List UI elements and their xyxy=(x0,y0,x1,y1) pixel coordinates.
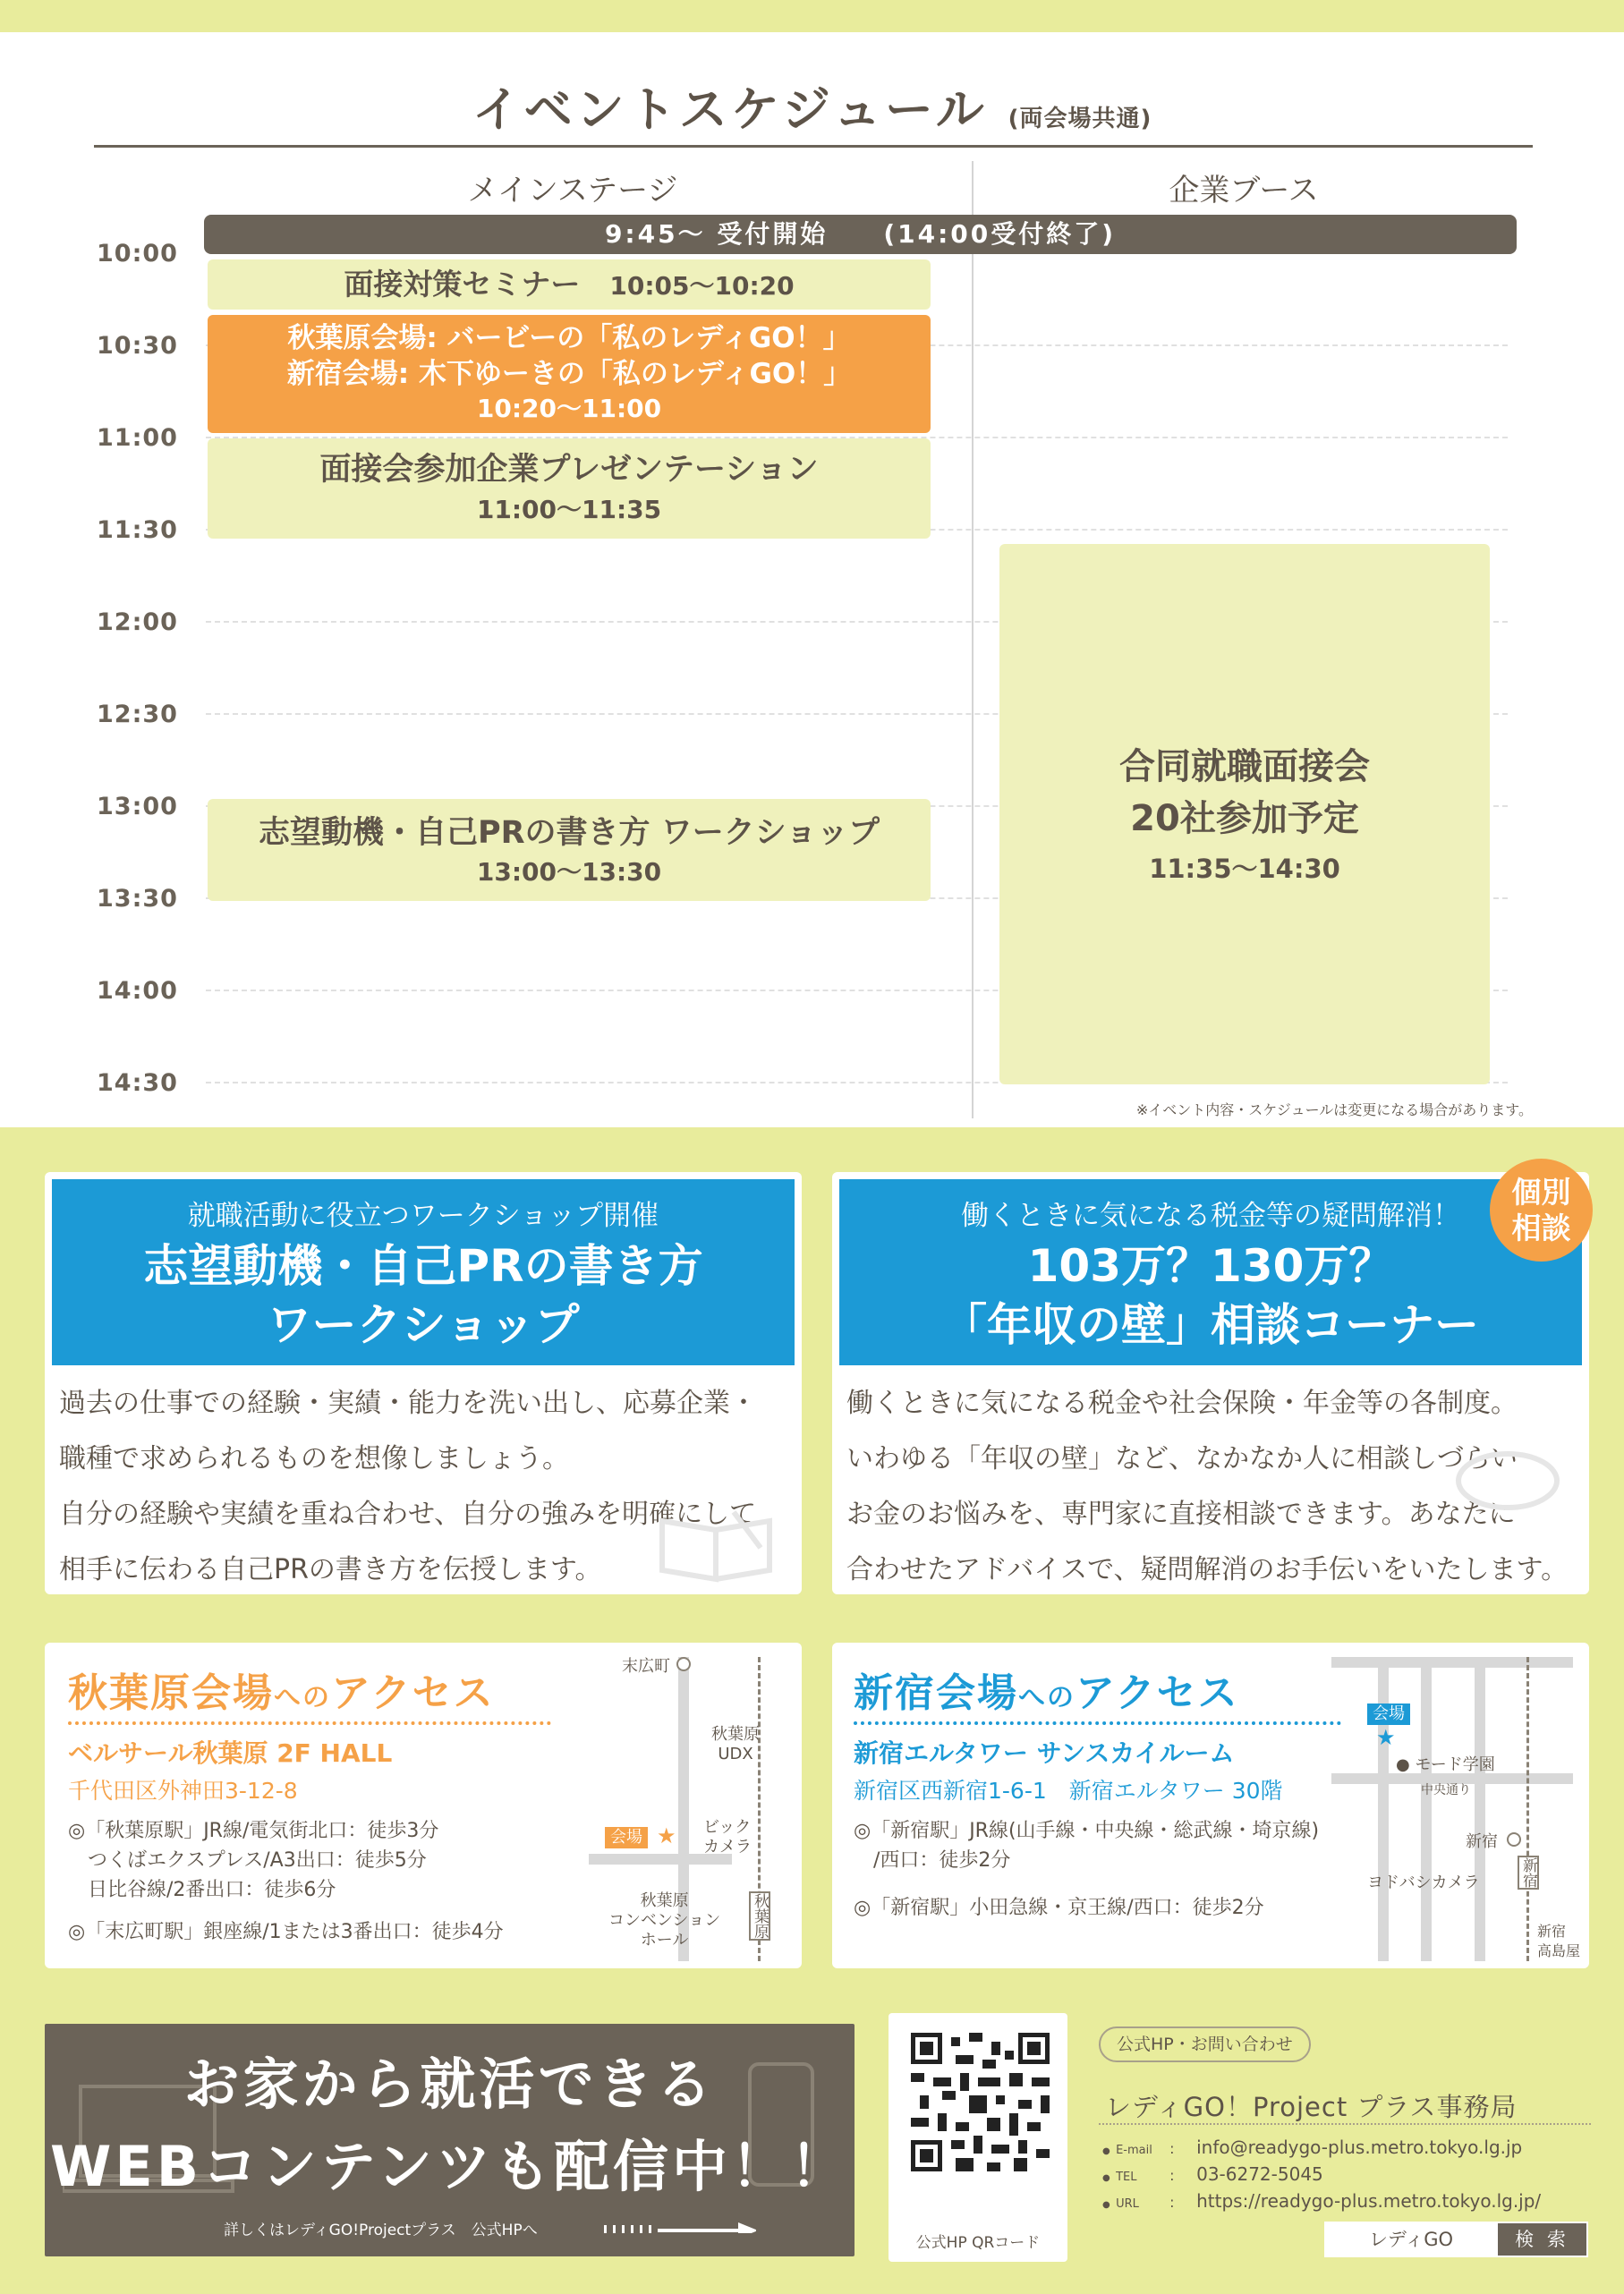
consult-icon xyxy=(1441,1440,1575,1539)
map-road xyxy=(1421,1657,1432,1961)
contact-email: ● E-mail : info@readygo-plus.metro.tokyo.lg.jp xyxy=(1102,2137,1523,2158)
shinjuku-map xyxy=(1331,1657,1582,1961)
venue-star-icon: ★ xyxy=(1376,1725,1396,1750)
tel-key: TEL xyxy=(1116,2171,1137,2184)
tax-sub: 働くときに気になる税金等の疑問解消！ xyxy=(961,1200,1460,1232)
map-road xyxy=(1475,1657,1485,1961)
body-line: いわゆる「年収の壁」など、なかなか人に相談しづらい xyxy=(846,1443,1518,1474)
talk-line-shinjuku: 新宿会場: 木下ゆーきの「私のレディGO！」 xyxy=(286,358,852,390)
station-marker xyxy=(676,1657,691,1671)
map-label-mode: ● モード学園 xyxy=(1396,1755,1495,1774)
map-label-shinjuku: 新宿 xyxy=(1466,1832,1498,1851)
tax-card xyxy=(832,1172,1589,1594)
block-talk-session xyxy=(208,315,931,433)
block-time: 11:35〜14:30 xyxy=(1149,854,1340,884)
akiba-venue: ベルサール秋葉原 2F HALL xyxy=(68,1738,393,1768)
map-label-chuo: 中央通り xyxy=(1421,1783,1471,1797)
route-line: 日比谷線/2番出口：徒歩6分 xyxy=(68,1879,336,1901)
akiba-title-no: への xyxy=(274,1682,331,1713)
map-station-akiba: 秋葉原 xyxy=(751,1893,769,1939)
map-road xyxy=(1378,1657,1389,1961)
block-title: 面接対策セミナー xyxy=(344,267,581,302)
akiba-address: 千代田区外神田3-12-8 xyxy=(68,1778,298,1804)
map-label-bic xyxy=(703,1818,752,1857)
talk-line-akiba: 秋葉原会場: バービーの「私のレディGO！」 xyxy=(287,322,851,354)
route-line: ◎「末広町駅」銀座線/1または3番出口：徒歩4分 xyxy=(68,1921,504,1943)
workshop-sub: 就職活動に役立つワークショップ開催 xyxy=(187,1200,659,1232)
title-rule xyxy=(94,145,1533,148)
block-time: 11:00〜11:35 xyxy=(476,495,662,524)
url-value[interactable]: https://readygo-plus.metro.tokyo.lg.jp/ xyxy=(1196,2190,1542,2212)
map-label-suehirocho: 末広町 xyxy=(622,1657,670,1676)
search-box xyxy=(1324,2222,1588,2257)
shinjuku-title-no: への xyxy=(1018,1682,1076,1713)
akiba-title xyxy=(68,1661,495,1718)
route-line: つくばエクスプレス/A3出口：徒歩5分 xyxy=(68,1849,427,1872)
badge-line2: 相談 xyxy=(1511,1211,1571,1245)
reception-bar: 9:45〜 受付開始 (14:00受付終了) xyxy=(204,215,1517,254)
block-title: 面接会参加企業プレゼンテーション xyxy=(319,452,819,488)
akiba-title-end: アクセス xyxy=(331,1670,495,1716)
consult-badge xyxy=(1490,1159,1593,1262)
web-sub: 詳しくはレディGO!Projectプラス 公式HPへ xyxy=(224,2222,538,2239)
block-time: 13:00〜13:30 xyxy=(476,857,662,887)
map-road xyxy=(1331,1657,1573,1668)
tel-value[interactable]: 03-6272-5045 xyxy=(1196,2163,1323,2185)
block-job-fair xyxy=(999,544,1490,1084)
block-title: 志望動機・自己PRの書き方 ワークショップ xyxy=(258,815,880,851)
shinjuku-venue: 新宿エルタワー サンスカイルーム xyxy=(854,1738,1235,1768)
job-fair-line1: 合同就職面接会 xyxy=(1119,746,1370,787)
tax-title1: 103万？130万？ xyxy=(1027,1240,1394,1292)
workshop-title2: ワークショップ xyxy=(267,1299,580,1351)
time-label: 12:30 xyxy=(97,701,178,728)
map-venue-tag: 会場 xyxy=(605,1827,648,1848)
conv-line1: 秋葉原 xyxy=(640,1891,689,1910)
route-line: /西口：徒歩2分 xyxy=(854,1849,1011,1872)
time-label: 11:00 xyxy=(97,424,178,452)
schedule-title xyxy=(0,72,1624,140)
badge-line1: 個別 xyxy=(1511,1175,1571,1210)
conv-line3: ホール xyxy=(640,1931,689,1950)
block-time: 10:05〜10:20 xyxy=(609,271,795,301)
map-station-shinjuku: 新宿 xyxy=(1519,1857,1537,1888)
takashimaya-line2: 高島屋 xyxy=(1537,1942,1581,1959)
station-marker xyxy=(1507,1832,1521,1847)
schedule-title-text: イベントスケジュール xyxy=(472,81,988,138)
map-label-yodobashi: ヨドバシカメラ xyxy=(1367,1873,1480,1892)
akiba-access-card xyxy=(45,1643,802,1968)
block-workshop xyxy=(208,799,931,901)
route-line: ◎「新宿駅」小田急線・京王線/西口：徒歩2分 xyxy=(854,1897,1264,1919)
contact-tel: ● TEL : 03-6272-5045 xyxy=(1102,2163,1323,2185)
venue-star-icon: ★ xyxy=(657,1823,676,1848)
takashimaya-line1: 新宿 xyxy=(1537,1923,1567,1940)
block-time: 10:20〜11:00 xyxy=(476,394,662,423)
web-line2: WEBコンテンツも配信中！！ xyxy=(50,2134,849,2199)
time-label: 14:00 xyxy=(97,977,178,1005)
workshop-card-header xyxy=(52,1179,795,1365)
contact-url: ● URL : https://readygo-plus.metro.tokyo.lg.jp/ xyxy=(1102,2190,1542,2212)
block-company-presentation xyxy=(208,438,931,539)
udx-line2: UDX xyxy=(718,1745,753,1763)
email-key: E-mail xyxy=(1116,2144,1152,2157)
web-content-banner[interactable] xyxy=(45,2024,855,2256)
route-line: ◎「新宿駅」JR線(山手線・中央線・総武線・埼京線) xyxy=(854,1820,1320,1842)
column-divider xyxy=(972,161,974,1118)
body-line: 相手に伝わる自己PRの書き方を伝授します。 xyxy=(59,1554,602,1585)
body-line: 働くときに気になる税金や社会保険・年金等の各制度。 xyxy=(846,1388,1518,1419)
map-label-convention xyxy=(608,1891,720,1950)
arrow-right-icon xyxy=(604,2222,756,2233)
body-line: 職種で求められるものを想像しましょう。 xyxy=(59,1443,569,1474)
schedule-note: ※イベント内容・スケジュールは変更になる場合があります。 xyxy=(1135,1101,1533,1118)
akiba-dash xyxy=(68,1721,551,1725)
bic-line1: ビック xyxy=(703,1818,752,1837)
search-button[interactable]: 検 索 xyxy=(1498,2223,1586,2256)
schedule-title-note: (両会場共通) xyxy=(1008,106,1152,132)
url-key: URL xyxy=(1116,2197,1139,2211)
workshop-title1: 志望動機・自己PRの書き方 xyxy=(143,1240,703,1292)
block-interview-seminar xyxy=(208,259,931,310)
col-main-stage: メインステージ xyxy=(467,173,678,208)
time-label: 10:30 xyxy=(97,332,178,360)
qr-box xyxy=(889,2013,1067,2262)
map-venue-tag: 会場 xyxy=(1367,1704,1410,1725)
route-line: ◎「秋葉原駅」JR線/電気街北口：徒歩3分 xyxy=(68,1820,439,1842)
shinjuku-access-card xyxy=(832,1643,1589,1968)
body-line: 過去の仕事での経験・実績・能力を洗い出し、応募企業・ xyxy=(59,1388,757,1419)
time-label: 11:30 xyxy=(97,516,178,544)
shinjuku-title xyxy=(854,1661,1239,1718)
map-label-udx xyxy=(711,1725,760,1764)
mode-text: モード学園 xyxy=(1415,1755,1495,1774)
web-line1: お家から就活できる xyxy=(183,2052,716,2117)
email-value[interactable]: info@readygo-plus.metro.tokyo.lg.jp xyxy=(1196,2137,1523,2158)
contact-pill: 公式HP・お問い合わせ xyxy=(1099,2026,1311,2062)
map-railway xyxy=(1526,1657,1529,1961)
search-input[interactable]: レディGO xyxy=(1368,2229,1454,2250)
akiba-routes xyxy=(68,1816,504,1947)
shinjuku-dash xyxy=(854,1721,1341,1725)
time-label: 14:30 xyxy=(97,1069,178,1097)
col-booth: 企業ブース xyxy=(1169,173,1319,208)
qr-caption: 公式HP QRコード xyxy=(915,2234,1041,2252)
conv-line2: コンベンション xyxy=(608,1911,721,1930)
office-name: レディGO！Project プラス事務局 xyxy=(1105,2092,1518,2122)
qr-code-icon[interactable] xyxy=(911,2033,1050,2171)
time-label: 12:00 xyxy=(97,608,178,636)
bic-line2: カメラ xyxy=(703,1838,752,1856)
shinjuku-title-end: アクセス xyxy=(1076,1670,1239,1716)
akiba-title-main: 秋葉原会場 xyxy=(68,1670,274,1716)
tax-title2: 「年収の壁」相談コーナー xyxy=(942,1299,1479,1351)
udx-line1: 秋葉原 xyxy=(711,1725,760,1744)
book-icon xyxy=(653,1494,787,1584)
body-line: 合わせたアドバイスで、疑問解消のお手伝いをいたします。 xyxy=(846,1554,1569,1585)
time-label: 13:00 xyxy=(97,793,178,820)
body-line: お金のお悩みを、専門家に直接相談できます。あなたに xyxy=(846,1499,1516,1530)
time-label: 13:30 xyxy=(97,885,178,913)
akiba-map xyxy=(546,1657,787,1961)
shinjuku-address: 新宿区西新宿1-6-1 新宿エルタワー 30階 xyxy=(854,1778,1283,1804)
tax-card-header xyxy=(839,1179,1582,1365)
job-fair-line2: 20社参加予定 xyxy=(1130,798,1359,839)
workshop-card xyxy=(45,1172,802,1594)
map-label-takashimaya xyxy=(1537,1922,1580,1961)
shinjuku-title-main: 新宿会場 xyxy=(854,1670,1018,1716)
time-label: 10:00 xyxy=(97,240,178,268)
body-line: 自分の経験や実績を重ね合わせ、自分の強みを明確にして xyxy=(59,1499,757,1530)
office-rule xyxy=(1099,2123,1591,2125)
shinjuku-routes xyxy=(854,1816,1319,1923)
